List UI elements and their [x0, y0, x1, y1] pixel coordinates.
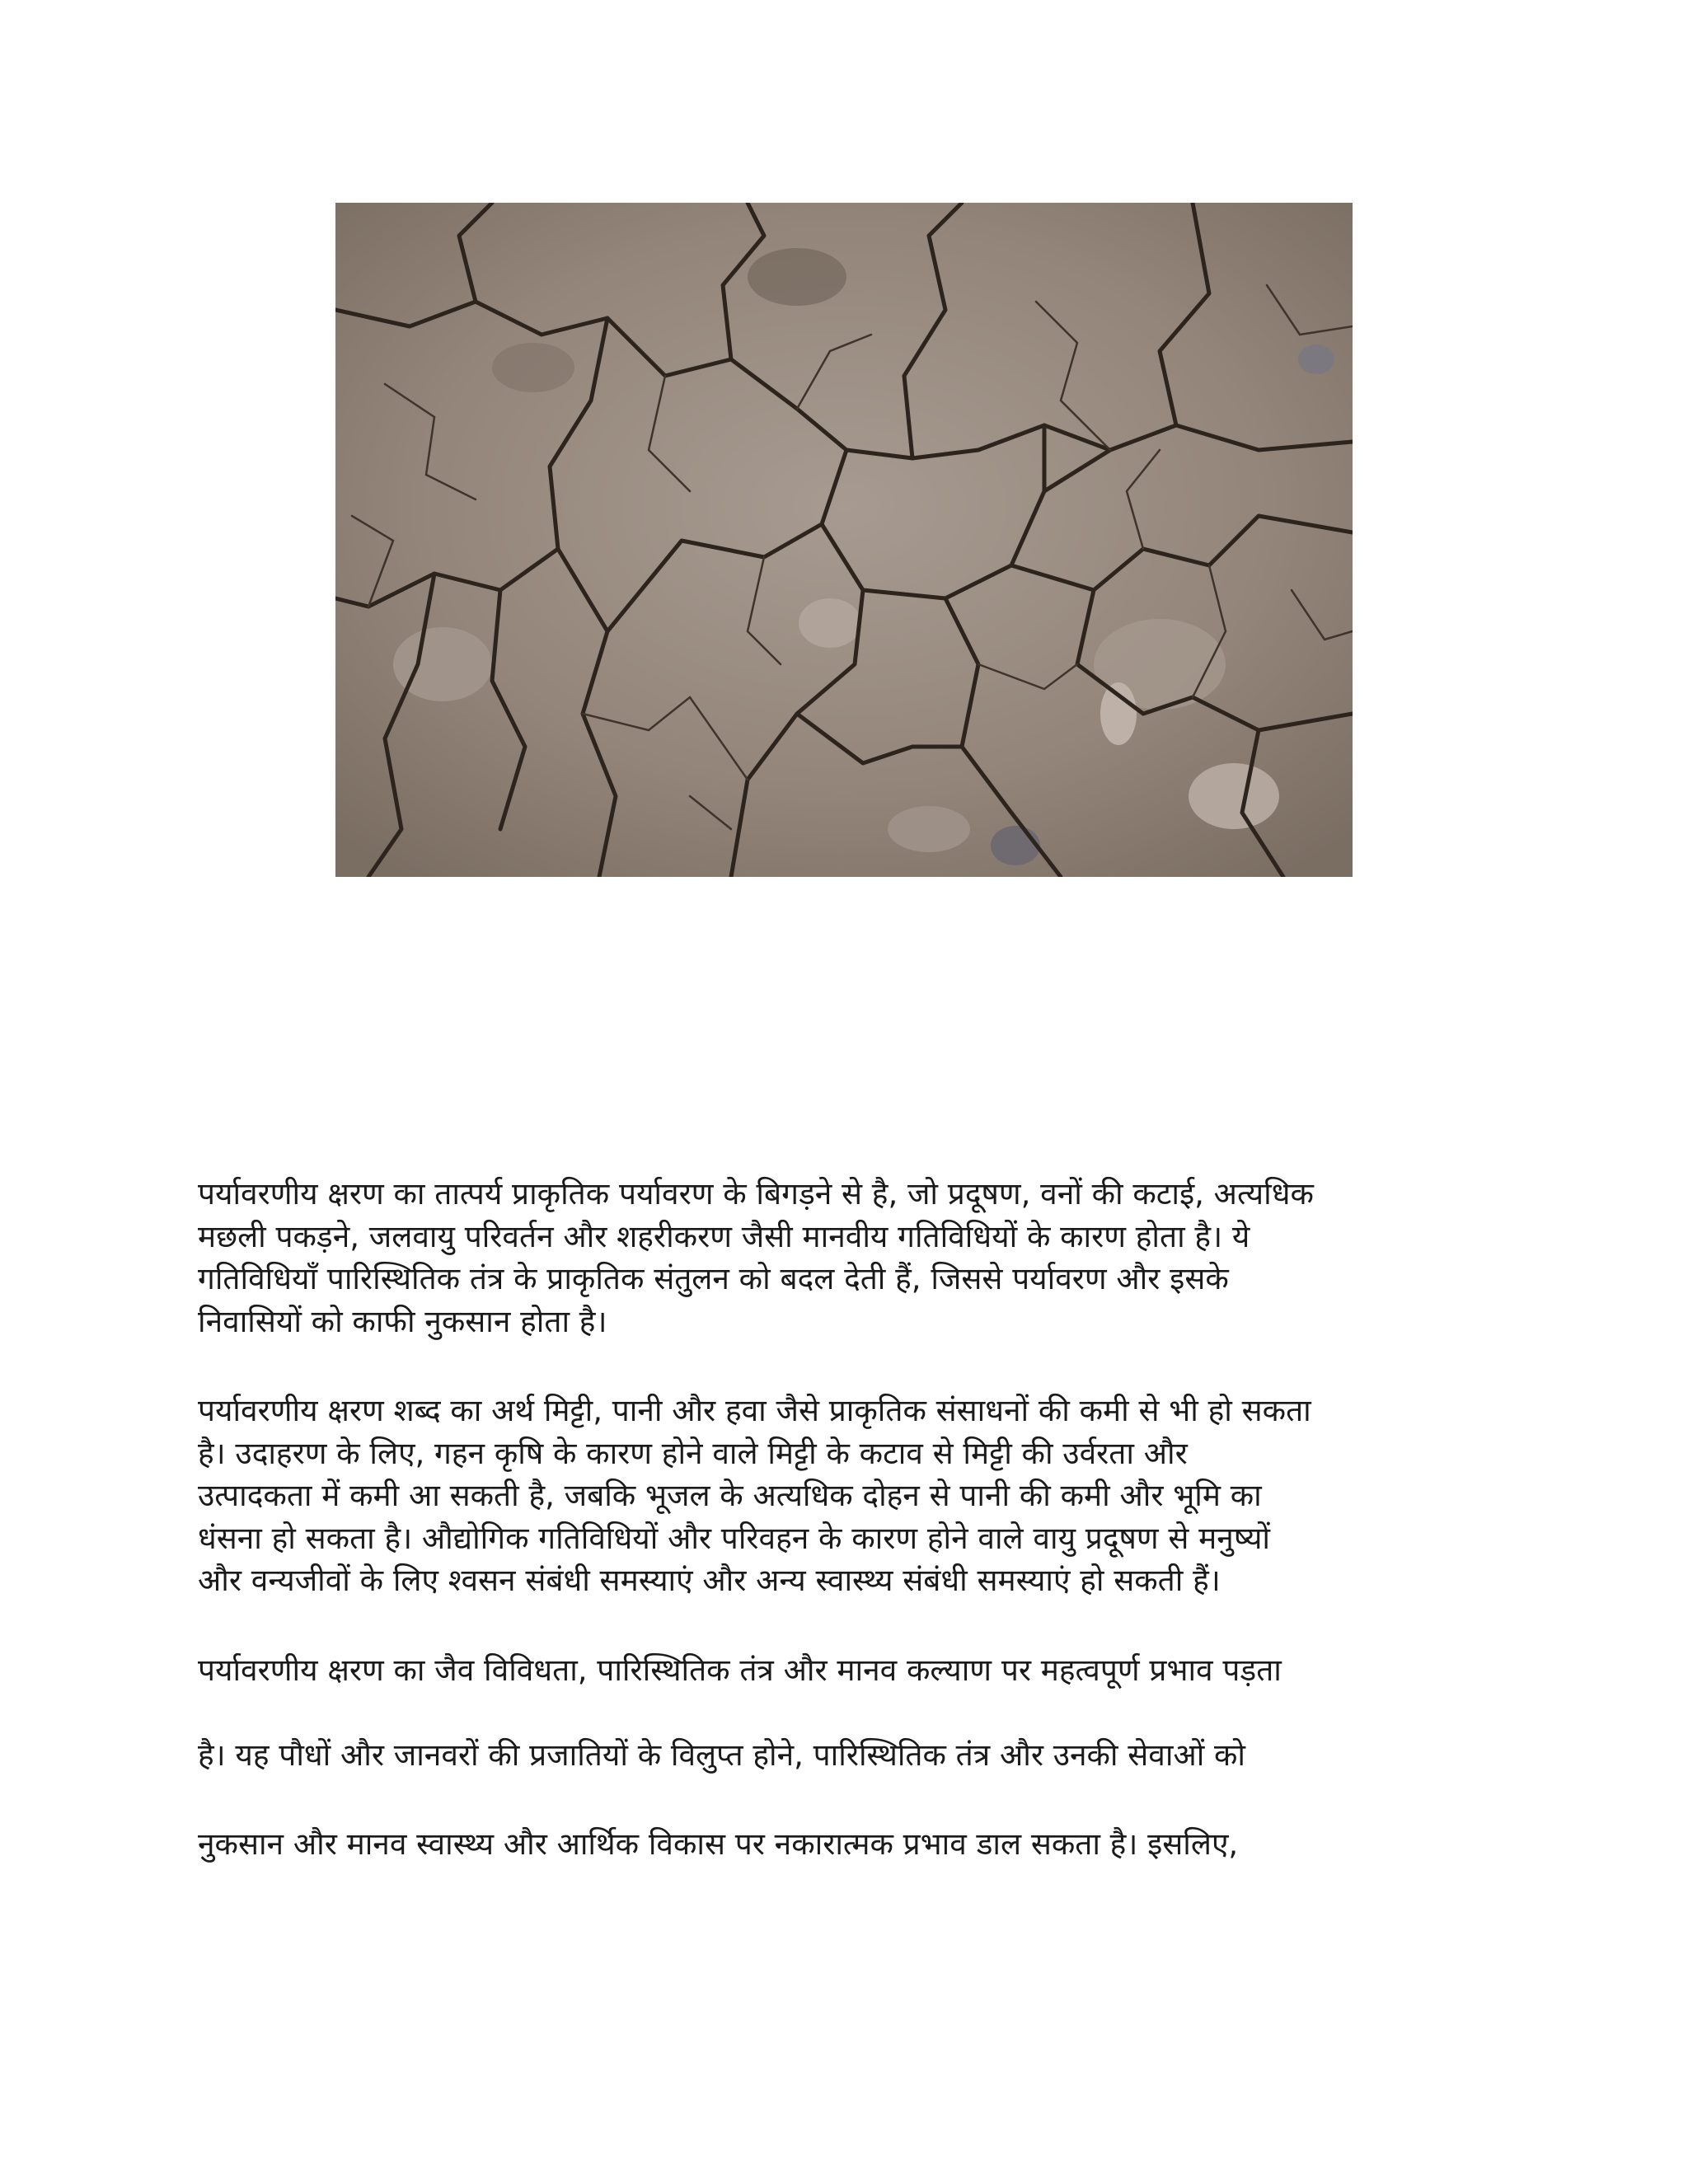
- paragraph-3-line-1: पर्यावरणीय क्षरण का जैव विविधता, पारिस्थितिक तंत्र और मानव कल्याण पर महत्वपूर्ण प्रभाव पड़ता: [198, 1652, 1282, 1688]
- paragraph-1: पर्यावरणीय क्षरण का तात्पर्य प्राकृतिक पर्यावरण के बिगड़ने से है, जो प्रदूषण, वनों की कटाई, अत्यधिक मछली पकड़ने, जलवायु परिवर्तन और शहरीकरण जैसी मानवीय गतिविधियों के कारण होता है। ये गतिविधियाँ पारिस्थितिक तंत्र के प्राकृतिक संतुलन को बदल देती हैं, जिससे पर्यावरण और इसके निवासियों को काफी नुकसान होता है।: [198, 1176, 1314, 1339]
- cracked-soil-image: [335, 203, 1353, 877]
- paragraph-3-line-3: नुकसान और मानव स्वास्थ्य और आर्थिक विकास पर नकारात्मक प्रभाव डाल सकता है। इसलिए,: [198, 1826, 1239, 1862]
- paragraph-2: पर्यावरणीय क्षरण शब्द का अर्थ मिट्टी, पानी और हवा जैसे प्राकृतिक संसाधनों की कमी से भी हो सकता है। उदाहरण के लिए, गहन कृषि के कारण होने वाले मिट्टी के कटाव से मिट्टी की उर्वरता और उत्पादकता में कमी आ सकती है, जबकि भूजल के अत्यधिक दोहन से पानी की कमी और भूमि का धंसना हो सकता है। औद्योगिक गतिविधियों और परिवहन के कारण होने वाले वायु प्रदूषण से मनुष्यों और वन्यजीवों के लिए श्वसन संबंधी समस्याएं और अन्य स्वास्थ्य संबंधी समस्याएं हो सकती हैं।: [198, 1393, 1311, 1598]
- paragraph-3-line-2: है। यह पौधों और जानवरों की प्रजातियों के विलुप्त होने, पारिस्थितिक तंत्र और उनकी सेवाओं को: [198, 1737, 1246, 1773]
- cracked-soil-photo-icon: [335, 203, 1353, 877]
